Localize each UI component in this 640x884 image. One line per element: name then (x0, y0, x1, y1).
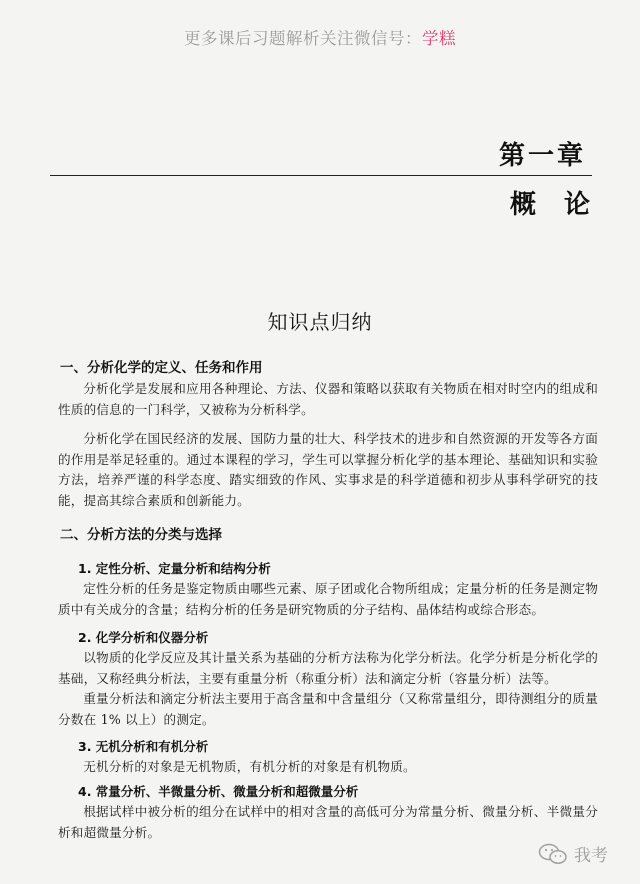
paragraph: 无机分析的对象是无机物质，有机分析的对象是有机物质。 (83, 759, 416, 774)
heading-definition: 一、分析化学的定义、任务和作用 (60, 360, 263, 376)
subheading: 2. 化学分析和仪器分析 (78, 630, 209, 645)
chapter-divider (50, 175, 592, 176)
chapter-title: 概论 (509, 190, 618, 220)
subheading: 4. 常量分析、半微量分析、微量分析和超微量分析 (78, 784, 359, 799)
watermark-banner (0, 25, 640, 49)
watermark-text: 我考 (574, 846, 608, 866)
paragraph: 以物质的化学反应及其计量关系为基础的分析方法称为化学分析法。化学分析是分析化学的基础，又称经典分析法，主要有重量分析（称重分析）法和滴定分析（容量分析）法等。 (58, 650, 598, 686)
subheading: 3. 无机分析和有机分析 (78, 739, 209, 754)
banner-prefix: 更多课后习题解析关注微信号： (184, 29, 422, 48)
paragraph: 定性分析的任务是鉴定物质由哪些元素、原子团或化合物所组成；定量分析的任务是测定物质中有关成分的含量；结构分析的任务是研究物质的分子结构、晶体结构或综合形态。 (58, 581, 598, 617)
wechat-watermark (538, 841, 608, 866)
section-heading: 知识点归纳 (267, 310, 373, 334)
paragraph: 重量分析法和滴定分析法主要用于高含量和中含量组分（又称常量组分，即待测组分的质量分数在 1% 以上）的测定。 (58, 691, 598, 727)
chapter-number: 第一章 (498, 141, 586, 171)
paragraph: 根据试样中被分析的组分在试样中的相对含量的高低可分为常量分析、微量分析、半微量分析和超微量分析。 (58, 804, 598, 840)
paragraph: 分析化学是发展和应用各种理论、方法、仪器和策略以获取有关物质在相对时空内的组成和性质的信息的一门科学，又被称为分析科学。 (58, 381, 598, 417)
subheading: 1. 定性分析、定量分析和结构分析 (78, 561, 271, 576)
heading-classification: 二、分析方法的分类与选择 (60, 527, 222, 543)
banner-highlight: 学糕 (422, 29, 456, 48)
paragraph: 分析化学在国民经济的发展、国防力量的壮大、科学技术的进步和自然资源的开发等各方面的作用是举足轻重的。通过本课程的学习，学生可以掌握分析化学的基本理论、基础知识和实验方法，培养严谨的科学态度、踏实细致的作风、实事求是的科学道德和初步从事科学研究的技能，提高其综合素质和创新能力。 (58, 431, 598, 508)
wechat-logo-icon (538, 843, 568, 865)
